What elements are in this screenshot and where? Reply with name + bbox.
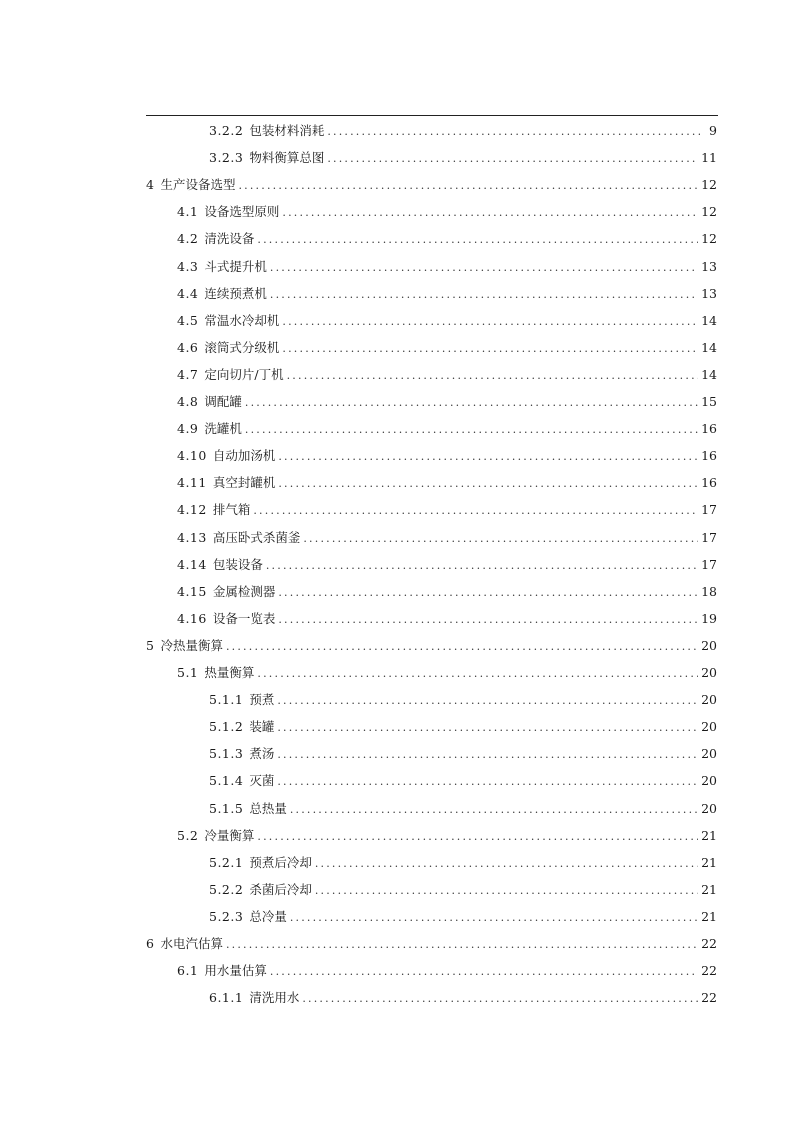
toc-dot-leader: [226, 935, 698, 955]
toc-entry-page: 20: [701, 800, 717, 816]
toc-entry[interactable]: [177, 311, 717, 331]
toc-entry-number: 5.1.2: [209, 719, 244, 735]
toc-dot-leader: [282, 339, 698, 359]
toc-dot-leader: [277, 718, 698, 738]
toc-entry-page: 22: [701, 990, 717, 1006]
toc-entry-title: 灭菌: [249, 773, 275, 789]
toc-dot-leader: [290, 908, 698, 928]
toc-dot-leader: [282, 203, 698, 223]
toc-entry-number: 4.12: [177, 502, 207, 518]
toc-entry-title: 常温水冷却机: [204, 312, 280, 328]
toc-entry[interactable]: [177, 284, 717, 304]
toc-entry-title: 连续预煮机: [204, 285, 267, 301]
toc-entry-number: 4.16: [177, 610, 207, 626]
toc-dot-leader: [327, 122, 700, 142]
toc-entry-page: 14: [701, 339, 717, 355]
toc-entry-page: 11: [701, 150, 717, 166]
toc-entry-title: 排气箱: [212, 502, 251, 518]
toc-entry-number: 4.10: [177, 448, 207, 464]
toc-entry-number: 5.2.2: [209, 881, 244, 897]
toc-entry-title: 定向切片/丁机: [204, 366, 284, 382]
toc-entry-title: 自动加汤机: [212, 448, 276, 464]
toc-entry-title: 调配罐: [204, 394, 242, 409]
toc-entry-number: 6: [146, 936, 155, 951]
toc-entry-number: 5.2: [177, 827, 199, 843]
toc-dot-leader: [290, 800, 698, 820]
toc-dot-leader: [245, 420, 698, 440]
toc-entry[interactable]: [177, 473, 717, 493]
toc-entry-number: 6.1.1: [209, 990, 244, 1006]
toc-entry-number: 4.1: [177, 204, 199, 220]
toc-entry-page: 12: [701, 204, 717, 220]
toc-entry-number: 4.2: [177, 231, 199, 247]
toc-entry-title: 清洗设备: [204, 231, 255, 247]
toc-dot-leader: [257, 664, 698, 684]
toc-entry[interactable]: [209, 690, 717, 710]
toc-dot-leader: [303, 529, 698, 549]
toc-dot-leader: [226, 637, 698, 657]
toc-entry[interactable]: [146, 934, 717, 954]
toc-entry-number: 4.7: [177, 366, 199, 382]
toc-entry[interactable]: [209, 717, 717, 737]
toc-entry-page: 21: [701, 881, 717, 897]
toc-entry-title: 装罐: [249, 719, 275, 735]
toc-entry-page: 17: [701, 529, 717, 545]
toc-entry[interactable]: [209, 853, 717, 873]
toc-entry-title: 设备一览表: [212, 610, 276, 626]
toc-dot-leader: [278, 583, 698, 603]
toc-entry-page: 12: [701, 231, 717, 247]
toc-entry[interactable]: [177, 609, 717, 629]
toc-entry-page: 15: [701, 394, 717, 409]
toc-entry-title: 冷量衡算: [204, 827, 255, 843]
toc-entry[interactable]: [209, 907, 717, 927]
toc-entry[interactable]: [177, 961, 717, 981]
toc-entry[interactable]: [146, 636, 717, 656]
toc-entry-page: 9: [709, 123, 717, 138]
toc-entry-title: 水电汽估算: [160, 936, 223, 951]
toc-entry[interactable]: [177, 419, 717, 439]
toc-entry-number: 5.2.1: [209, 854, 244, 870]
toc-entry[interactable]: [209, 799, 717, 819]
toc-dot-leader: [270, 962, 698, 982]
toc-entry-title: 生产设备选型: [160, 177, 236, 193]
toc-entry-page: 14: [701, 312, 717, 328]
toc-dot-leader: [315, 881, 698, 901]
toc-entry[interactable]: [177, 392, 717, 412]
toc-entry-number: 4.14: [177, 556, 207, 572]
toc-entry-page: 20: [701, 773, 717, 789]
toc-entry-title: 滚筒式分级机: [204, 339, 280, 355]
toc-entry-number: 4.5: [177, 312, 199, 328]
toc-entry-page: 16: [701, 421, 717, 437]
toc-dot-leader: [327, 149, 698, 169]
toc-entry-number: 4.13: [177, 529, 207, 545]
toc-entry-title: 设备选型原则: [204, 204, 280, 220]
toc-entry[interactable]: [177, 365, 717, 385]
toc-entry-page: 22: [701, 936, 717, 951]
toc-entry-title: 杀菌后冷却: [249, 881, 312, 897]
toc-entry-title: 预煮后冷却: [249, 854, 312, 870]
toc-entry-number: 4.15: [177, 583, 207, 599]
toc-entry-number: 4.3: [177, 258, 199, 274]
toc-dot-leader: [257, 230, 698, 250]
toc-entry[interactable]: [209, 744, 717, 764]
toc-entry-number: 4.4: [177, 285, 199, 301]
toc-dot-leader: [270, 285, 698, 305]
toc-entry[interactable]: [177, 555, 717, 575]
toc-dot-leader: [277, 745, 698, 765]
toc-dot-leader: [278, 474, 698, 494]
toc-dot-leader: [287, 366, 698, 386]
toc-entry-page: 22: [701, 963, 717, 979]
toc-entry-page: 21: [701, 908, 717, 924]
toc-entry-page: 20: [701, 637, 717, 653]
toc-dot-leader: [253, 501, 698, 521]
toc-entry-page: 18: [701, 583, 717, 599]
toc-entry-title: 金属检测器: [212, 583, 276, 599]
toc-entry-number: 4.6: [177, 339, 199, 355]
toc-dot-leader: [266, 556, 698, 576]
toc-entry-title: 用水量估算: [204, 963, 267, 979]
toc-entry-number: 5.1.1: [209, 692, 244, 708]
toc-entry-title: 包装材料消耗: [249, 123, 325, 138]
toc-entry-page: 14: [701, 366, 717, 382]
toc-entry-number: 5.2.3: [209, 908, 244, 924]
toc-entry[interactable]: [146, 175, 717, 195]
toc-entry[interactable]: [177, 446, 717, 466]
toc-entry-number: 5.1.5: [209, 800, 244, 816]
toc-entry-number: 6.1: [177, 963, 199, 979]
top-rule: [146, 115, 718, 116]
toc-entry-title: 总热量: [249, 800, 287, 816]
toc-dot-leader: [270, 258, 698, 278]
toc-entry-number: 4: [146, 177, 155, 193]
toc-entry-page: 20: [701, 692, 717, 708]
toc-dot-leader: [238, 176, 698, 196]
toc-entry[interactable]: [209, 988, 717, 1008]
toc-entry-title: 斗式提升机: [204, 258, 267, 274]
toc-entry-number: 5.1.3: [209, 746, 244, 762]
toc-entry[interactable]: [177, 338, 717, 358]
toc-entry-page: 20: [701, 719, 717, 735]
toc-entry-page: 20: [701, 665, 717, 680]
toc-entry[interactable]: [177, 500, 717, 520]
toc-dot-leader: [282, 312, 698, 332]
toc-entry-title: 真空封罐机: [212, 475, 276, 491]
toc-entry[interactable]: [209, 148, 717, 168]
toc-entry[interactable]: [209, 771, 717, 791]
toc-entry-title: 热量衡算: [204, 665, 255, 680]
toc-entry-page: 16: [701, 448, 717, 464]
toc-entry-title: 冷热量衡算: [160, 637, 223, 653]
toc-entry[interactable]: [209, 121, 717, 141]
toc-entry-number: 5: [146, 637, 155, 653]
toc-entry-number: 5.1: [177, 665, 199, 680]
toc-entry-title: 物料衡算总图: [249, 150, 325, 166]
toc-entry[interactable]: [177, 229, 717, 249]
toc-entry-page: 12: [701, 177, 717, 193]
toc-dot-leader: [302, 989, 698, 1009]
toc-entry-number: 4.8: [177, 394, 199, 409]
toc-entry-page: 19: [701, 610, 717, 626]
toc-entry-title: 包装设备: [212, 556, 263, 572]
toc-entry-page: 16: [701, 475, 717, 491]
toc-entry[interactable]: [209, 880, 717, 900]
toc-entry-page: 17: [701, 556, 717, 572]
toc-entry[interactable]: [177, 663, 717, 683]
toc-entry[interactable]: [177, 528, 717, 548]
toc-dot-leader: [257, 827, 698, 847]
toc-dot-leader: [278, 610, 698, 630]
toc-entry[interactable]: [177, 826, 717, 846]
toc-entry-number: 4.9: [177, 421, 199, 437]
toc-dot-leader: [245, 393, 698, 413]
toc-entry-page: 13: [701, 258, 717, 274]
toc-dot-leader: [277, 772, 698, 792]
toc-entry-page: 17: [701, 502, 717, 518]
toc-dot-leader: [278, 447, 698, 467]
toc-entry-title: 煮汤: [249, 746, 275, 762]
toc-entry[interactable]: [177, 582, 717, 602]
toc-entry-title: 总冷量: [249, 908, 287, 924]
toc-entry-title: 预煮: [249, 692, 275, 708]
toc-entry-title: 洗罐机: [204, 421, 242, 437]
toc-dot-leader: [277, 691, 698, 711]
toc-entry-page: 20: [701, 746, 717, 762]
toc-entry-number: 3.2.3: [209, 150, 244, 166]
toc-entry-page: 21: [701, 854, 717, 870]
toc-entry-number: 3.2.2: [209, 123, 244, 138]
toc-entry[interactable]: [177, 202, 717, 222]
toc-entry-number: 4.11: [177, 475, 207, 491]
toc-entry-number: 5.1.4: [209, 773, 244, 789]
toc-entry-title: 清洗用水: [249, 990, 300, 1006]
toc-entry-title: 高压卧式杀菌釜: [212, 529, 301, 545]
toc-entry[interactable]: [177, 257, 717, 277]
toc-entry-page: 21: [701, 827, 717, 843]
toc-entry-page: 13: [701, 285, 717, 301]
toc-dot-leader: [315, 854, 698, 874]
